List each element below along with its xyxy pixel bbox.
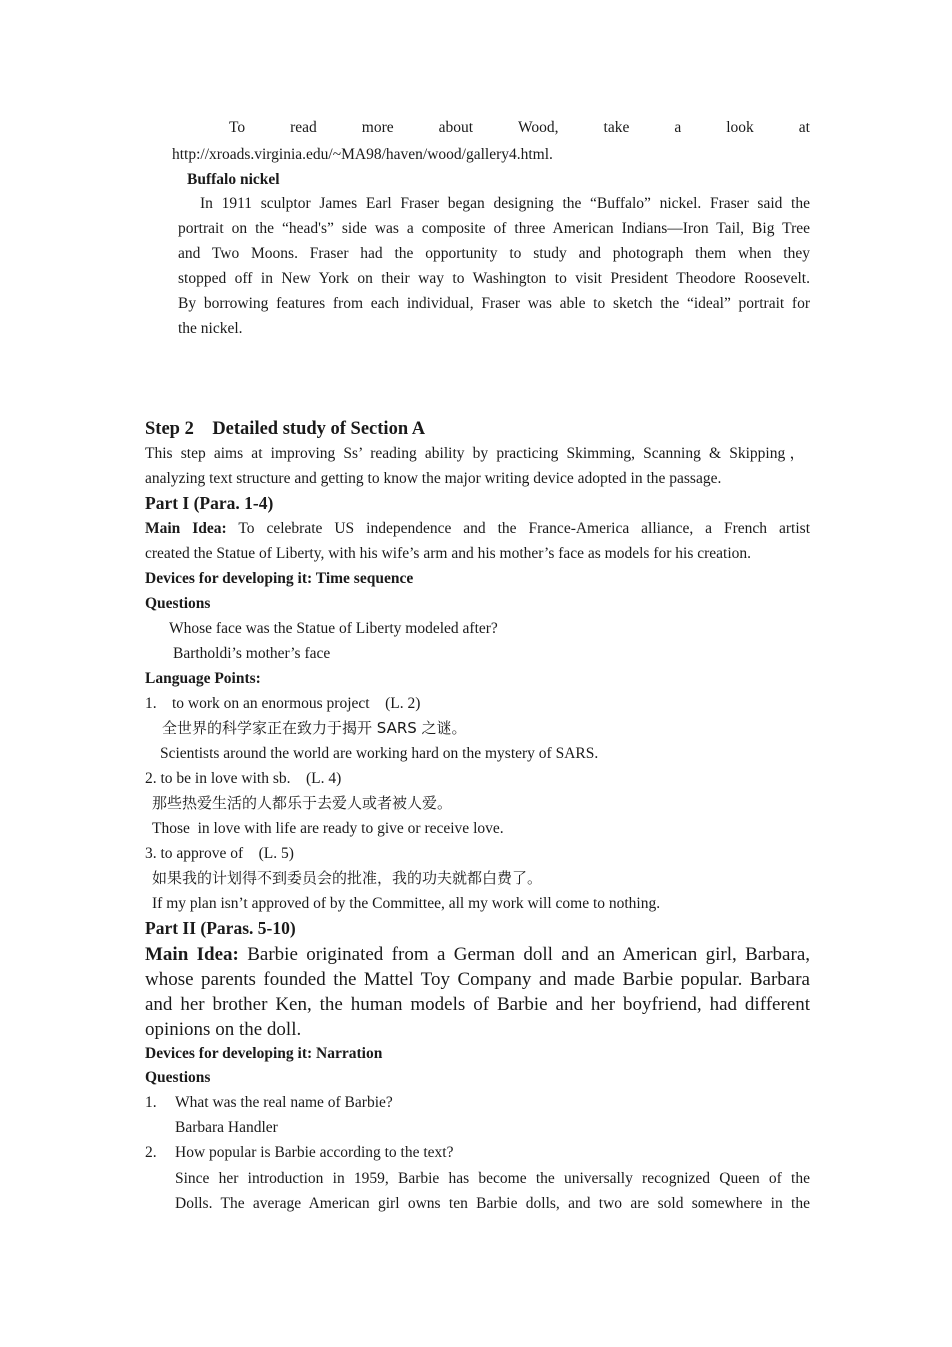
part1-questions-label: Questions bbox=[145, 595, 211, 612]
lp1-phrase: to work on an enormous project (L. 2) bbox=[172, 695, 421, 712]
intro-word: a bbox=[674, 119, 682, 136]
intro-word: at bbox=[798, 119, 810, 136]
buffalo-line: and Two Moons. Fraser had the opportunity to study and photograph them when they bbox=[178, 245, 810, 262]
a1-text: Barbara Handler bbox=[175, 1119, 278, 1136]
buffalo-line: stopped off in New York on their way to Washington to visit President Theodore Roosevelt. bbox=[178, 270, 810, 287]
intro-word: take bbox=[603, 119, 630, 136]
part1-answer: Bartholdi’s mother’s face bbox=[173, 645, 331, 662]
intro-word: more bbox=[361, 119, 394, 136]
lp1-number: 1. bbox=[145, 695, 157, 712]
intro-word: Wood, bbox=[518, 119, 559, 136]
part1-main-idea-line bbox=[145, 519, 810, 539]
a2-line: Dolls. The average American girl owns ten Barbie dolls, and two are sold somewhere in the bbox=[175, 1195, 810, 1212]
step2-line: analyzing text structure and getting to know the major writing device adopted in the passage. bbox=[145, 470, 722, 487]
buffalo-line: portrait on the “head's” side was a composite of three American Indians—Iron Tail, Big Tree bbox=[178, 220, 810, 237]
main-idea-text: Barbie originated from a German doll and an American girl, Barbara, bbox=[238, 944, 810, 965]
language-points-label: Language Points: bbox=[145, 670, 261, 687]
intro-line-1 bbox=[229, 118, 810, 138]
buffalo-line: In 1911 sculptor James Earl Fraser began designing the “Buffalo” nickel. Fraser said the bbox=[200, 195, 810, 212]
intro-word: To bbox=[229, 119, 246, 136]
main-idea-label: Main Idea: bbox=[145, 520, 227, 537]
step2-heading: Step 2 Detailed study of Section A bbox=[145, 419, 426, 439]
part2-devices: Devices for developing it: Narration bbox=[145, 1045, 383, 1062]
lp2-chinese: 那些热爱生活的人都乐于去爱人或者被人爱。 bbox=[152, 794, 453, 812]
intro-word: about bbox=[438, 119, 474, 136]
buffalo-line: By borrowing features from each individual, Fraser was able to sketch the “ideal” portrait for bbox=[178, 295, 810, 312]
lp2-phrase: 2. to be in love with sb. (L. 4) bbox=[145, 770, 342, 787]
q2-number: 2. bbox=[145, 1144, 157, 1161]
lp3-english: If my plan isn’t approved of by the Committee, all my work will come to nothing. bbox=[152, 895, 661, 912]
buffalo-heading: Buffalo nickel bbox=[187, 171, 280, 188]
part1-question: Whose face was the Statue of Liberty modeled after? bbox=[169, 620, 498, 637]
intro-word: read bbox=[290, 119, 317, 136]
q1-number: 1. bbox=[145, 1094, 157, 1111]
main-idea-label: Main Idea: bbox=[145, 944, 239, 965]
q1-text: What was the real name of Barbie? bbox=[175, 1094, 393, 1111]
part2-heading: Part II (Paras. 5-10) bbox=[145, 918, 296, 938]
part1-heading: Part I (Para. 1-4) bbox=[145, 493, 274, 513]
lp3-phrase: 3. to approve of (L. 5) bbox=[145, 845, 294, 862]
part1-main-idea-line: created the Statue of Liberty, with his wife’s arm and his mother’s face as models for his creation. bbox=[145, 545, 752, 562]
part2-questions-label: Questions bbox=[145, 1069, 211, 1086]
a2-line: Since her introduction in 1959, Barbie has become the universally recognized Queen of the bbox=[175, 1170, 810, 1187]
q2-text: How popular is Barbie according to the text? bbox=[175, 1144, 454, 1161]
part2-main-idea-line: opinions on the doll. bbox=[145, 1019, 302, 1040]
lp1-english: Scientists around the world are working hard on the mystery of SARS. bbox=[160, 745, 599, 762]
part2-main-idea-line: and her brother Ken, the human models of Barbie and her boyfriend, had different bbox=[145, 994, 810, 1015]
step2-line: This step aims at improving Ss’ reading ability by practicing Skimming, Scanning & Skipping， bbox=[145, 445, 805, 462]
buffalo-line: the nickel. bbox=[178, 320, 243, 337]
part2-main-idea-line: whose parents founded the Mattel Toy Company and made Barbie popular. Barbara bbox=[145, 969, 810, 990]
intro-url[interactable]: http://xroads.virginia.edu/~MA98/haven/wood/gallery4.html. bbox=[172, 146, 553, 163]
main-idea-text: To celebrate US independence and the France-America alliance, a French artist bbox=[226, 520, 811, 537]
part2-main-idea-line bbox=[145, 942, 810, 967]
lp3-chinese: 如果我的计划得不到委员会的批准，我的功夫就都白费了。 bbox=[152, 869, 543, 887]
part1-devices: Devices for developing it: Time sequence bbox=[145, 570, 414, 587]
intro-word: look bbox=[726, 119, 754, 136]
lp2-english: Those in love with life are ready to give or receive love. bbox=[152, 820, 504, 837]
lp1-chinese: 全世界的科学家正在致力于揭开 SARS 之谜。 bbox=[162, 719, 467, 737]
